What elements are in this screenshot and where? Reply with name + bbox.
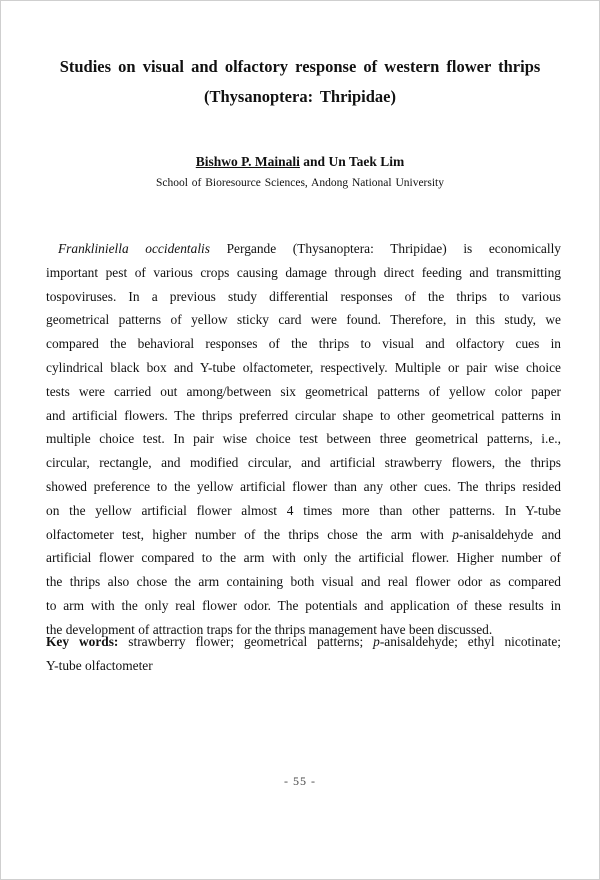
- abstract-line: geometrical patterns of yellow sticky card were found. Therefore, in this study, we: [46, 312, 561, 328]
- abstract-line: the development of attraction traps for the thrips management have been discussed.: [46, 621, 493, 637]
- abstract-line: showed preference to the yellow artificial flower than any other cues. The thrips resided: [46, 478, 561, 494]
- abstract-line: artificial flower compared to the arm with only the artificial flower. Higher number of: [46, 550, 561, 566]
- abstract-line: compared the behavioral responses of the thrips to visual and olfactory cues in: [46, 336, 561, 352]
- abstract-line: on the yellow artificial flower almost 4 times more than other patterns. In Y-tube: [46, 502, 561, 518]
- abstract-line: circular, rectangle, and modified circular, and artificial strawberry flowers, the thrips: [46, 455, 561, 471]
- abstract-line: tospoviruses. In a previous study differential responses of the thrips to various: [46, 288, 561, 304]
- abstract-line: and artificial flowers. The thrips preferred circular shape to other geometrical patterns in: [46, 407, 561, 423]
- keywords-label: Key words:: [46, 634, 119, 649]
- paper-title-line-1: Studies on visual and olfactory response of western flower thrips: [59, 57, 541, 76]
- abstract-line: to arm with the only real flower odor. The potentials and application of these results in: [46, 597, 561, 613]
- abstract-body: [46, 237, 561, 642]
- abstract-line: [46, 523, 561, 547]
- abstract-line: the thrips also chose the arm containing both visual and real flower odor as compared: [46, 574, 561, 590]
- affiliation: School of Bioresource Sciences, Andong National University: [155, 177, 444, 189]
- keywords-line: Y-tube olfactometer: [46, 657, 153, 673]
- abstract-line: important pest of various crops causing damage through direct feeding and transmitting: [46, 264, 561, 280]
- abstract-text: olfactometer test, higher number of the thrips chose the arm with: [46, 526, 453, 542]
- author-connector: and: [299, 154, 329, 169]
- abstract-text: Pergande (Thysanoptera: Thripidae) is economically: [209, 241, 561, 256]
- author-name-1: Bishwo P. Mainali: [195, 154, 300, 169]
- abstract-line: cylindrical black box and Y-tube olfactometer, respectively. Multiple or pair wise choice: [46, 359, 561, 375]
- para-prefix: p: [373, 634, 380, 649]
- author-line: [20, 155, 580, 169]
- species-name: Frankliniella occidentalis: [58, 241, 210, 256]
- abstract-text: -anisaldehyde and: [458, 526, 561, 542]
- author-name-2: Un Taek Lim: [328, 154, 405, 169]
- abstract-line: tests were carried out among/between six geometrical patterns of yellow color paper: [46, 383, 561, 399]
- keywords-block: [46, 630, 561, 678]
- abstract-line: [46, 237, 561, 261]
- para-prefix: p: [452, 526, 459, 542]
- abstract-line: multiple choice test. In pair wise choice test between three geometrical patterns, i.e.,: [46, 431, 561, 447]
- keywords-line: [46, 630, 561, 654]
- keywords-text: strawberry flower; geometrical patterns;: [118, 634, 374, 649]
- keywords-text: -anisaldehyde; ethyl nicotinate;: [379, 634, 561, 649]
- page-number: - 55 -: [284, 774, 316, 788]
- paper-title-line-2: (Thysanoptera: Thripidae): [203, 87, 396, 106]
